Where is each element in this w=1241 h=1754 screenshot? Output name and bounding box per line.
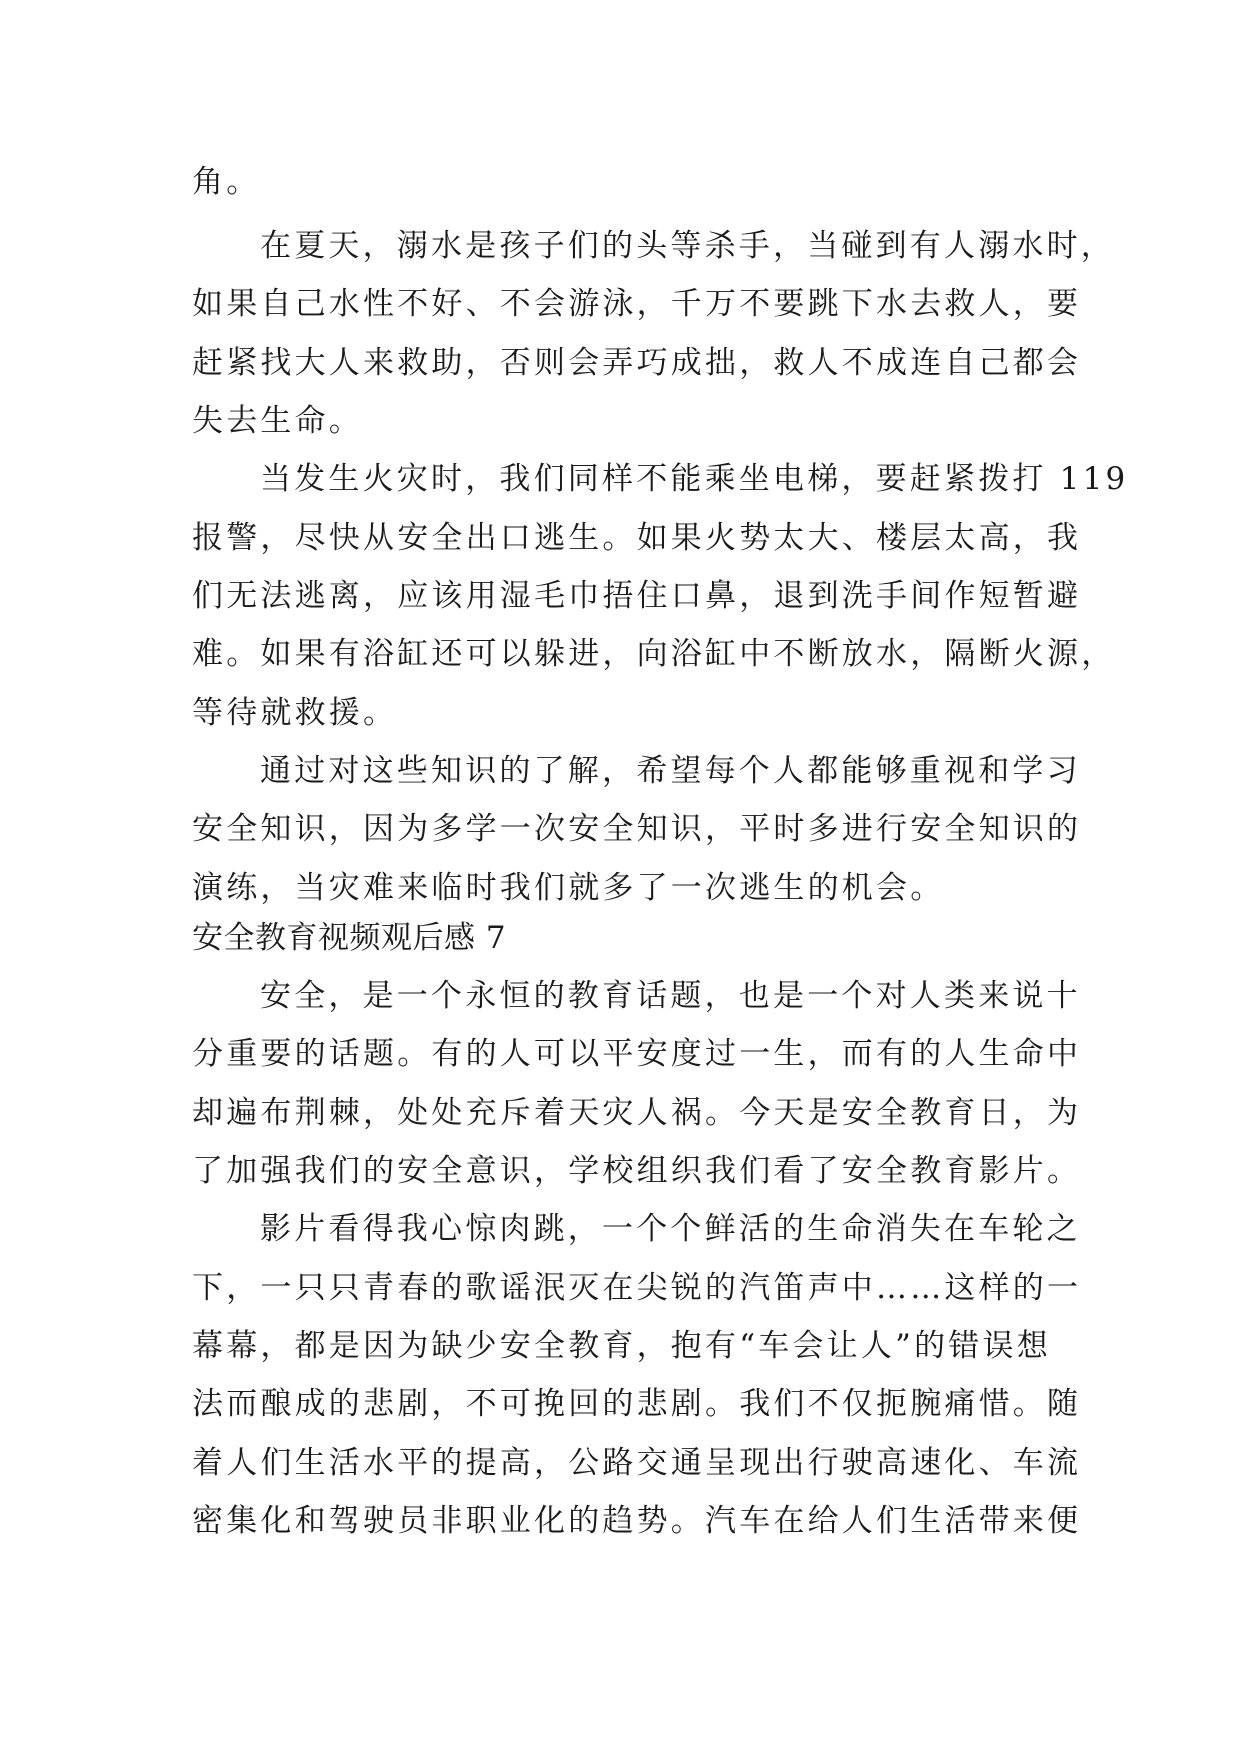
paragraph-first-line: 当发生火灾时，我们同样不能乘坐电梯，要赶紧拨打 119: [260, 461, 1129, 497]
paragraph-first-line: 安全，是一个永恒的教育话题，也是一个对人类来说十: [260, 978, 1081, 1014]
text-line: 了加强我们的安全意识，学校组织我们看了安全教育影片。: [192, 1153, 1082, 1189]
text-line: 等待就救援。: [192, 695, 398, 731]
text-line: 分重要的话题。有的人可以平安度过一生，而有的人生命中: [192, 1036, 1082, 1072]
paragraph-first-line: 在夏天，溺水是孩子们的头等杀手，当碰到有人溺水时，: [260, 228, 1115, 264]
text-line: 安全知识，因为多学一次安全知识，平时多进行安全知识的: [192, 811, 1082, 847]
text-line: 密集化和驾驶员非职业化的趋势。汽车在给人们生活带来便: [192, 1503, 1082, 1539]
text-line: 着人们生活水平的提高，公路交通呈现出行驶高速化、车流: [192, 1445, 1082, 1481]
text-line: 难。如果有浴缸还可以躲进，向浴缸中不断放水，隔断火源，: [192, 636, 1116, 672]
text-line: 演练，当灾难来临时我们就多了一次逃生的机会。: [192, 870, 945, 906]
text-line: 法而酿成的悲剧，不可挽回的悲剧。我们不仅扼腕痛惜。随: [192, 1386, 1082, 1422]
text-line: 失去生命。: [192, 403, 363, 439]
text-line: 赶紧找大人来救助，否则会弄巧成拙，救人不成连自己都会: [192, 345, 1082, 381]
text-line: 下，一只只青春的歌谣泯灭在尖锐的汽笛声中……这样的一: [192, 1270, 1082, 1306]
text-line: 报警，尽快从安全出口逃生。如果火势太大、楼层太高，我: [192, 520, 1082, 556]
paragraph-first-line: 通过对这些知识的了解，希望每个人都能够重视和学习: [260, 753, 1081, 789]
text-line: 们无法逃离，应该用湿毛巾捂住口鼻，退到洗手间作短暂避: [192, 578, 1082, 614]
text-line: 如果自己水性不好、不会游泳，千万不要跳下水去救人，要: [192, 286, 1082, 322]
text-line: 却遍布荆棘，处处充斥着天灾人祸。今天是安全教育日，为: [192, 1095, 1082, 1131]
text-line: 角。: [192, 164, 261, 200]
paragraph-first-line: 影片看得我心惊肉跳，一个个鲜活的生命消失在车轮之: [260, 1211, 1081, 1247]
section-heading: 安全教育视频观后感 7: [192, 920, 507, 956]
text-line: 幕幕，都是因为缺少安全教育，抱有“车会让人”的错误想: [192, 1328, 1051, 1364]
